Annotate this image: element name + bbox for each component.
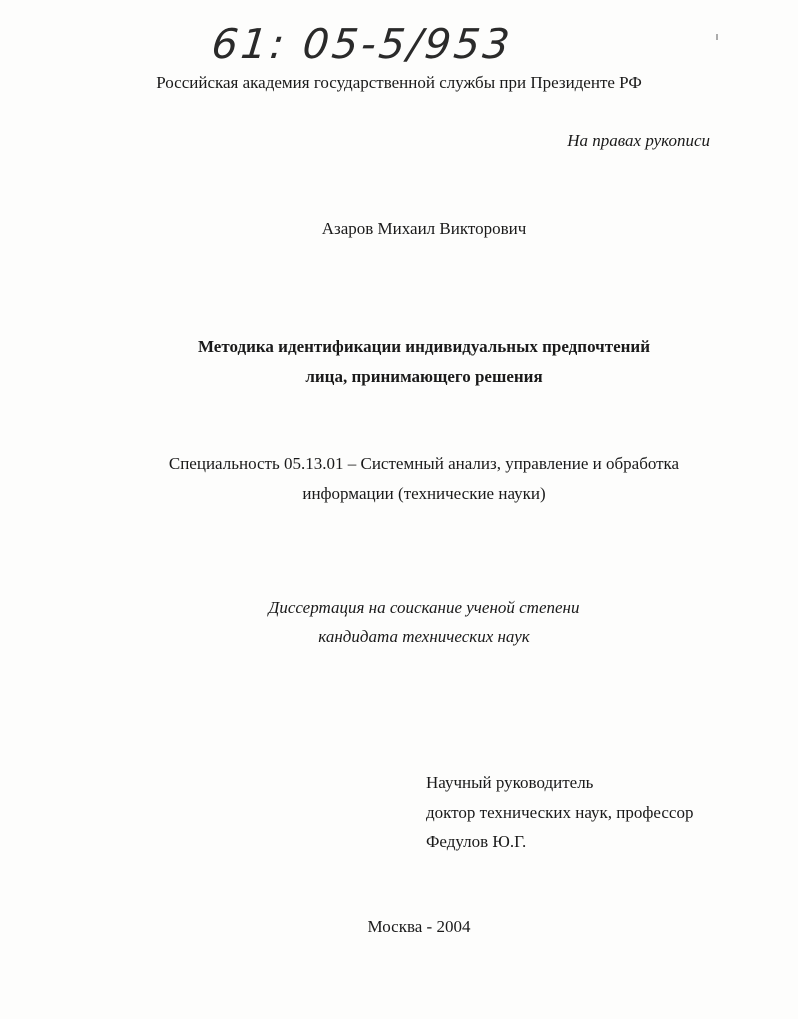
- city-year: Москва - 2004: [367, 917, 471, 936]
- supervisor-label: Научный руководитель: [426, 773, 594, 792]
- institution-name: Российская академия государственной службы при Президенте РФ: [156, 73, 642, 92]
- dissertation-title-line-1: Методика идентификации индивидуальных предпочтений: [197, 337, 651, 356]
- supervisor-degree: доктор технических наук, профессор: [426, 803, 694, 822]
- specialty-line-2: информации (технические науки): [302, 484, 546, 503]
- supervisor-name: Федулов Ю.Г.: [426, 832, 527, 851]
- dissertation-title-line-2: лица, принимающего решения: [305, 367, 543, 386]
- dissertation-type-line-1: Диссертация на соискание ученой степени: [268, 598, 580, 617]
- dissertation-type-line-2: кандидата технических наук: [318, 627, 530, 646]
- author-name: Азаров Михаил Викторович: [321, 219, 527, 238]
- scan-speck: [716, 34, 718, 40]
- handwritten-archive-number: 61: 05-5/953: [209, 20, 515, 68]
- specialty-line-1: Специальность 05.13.01 – Системный анализ, управление и обработка: [168, 454, 680, 473]
- manuscript-note: На правах рукописи: [567, 131, 710, 150]
